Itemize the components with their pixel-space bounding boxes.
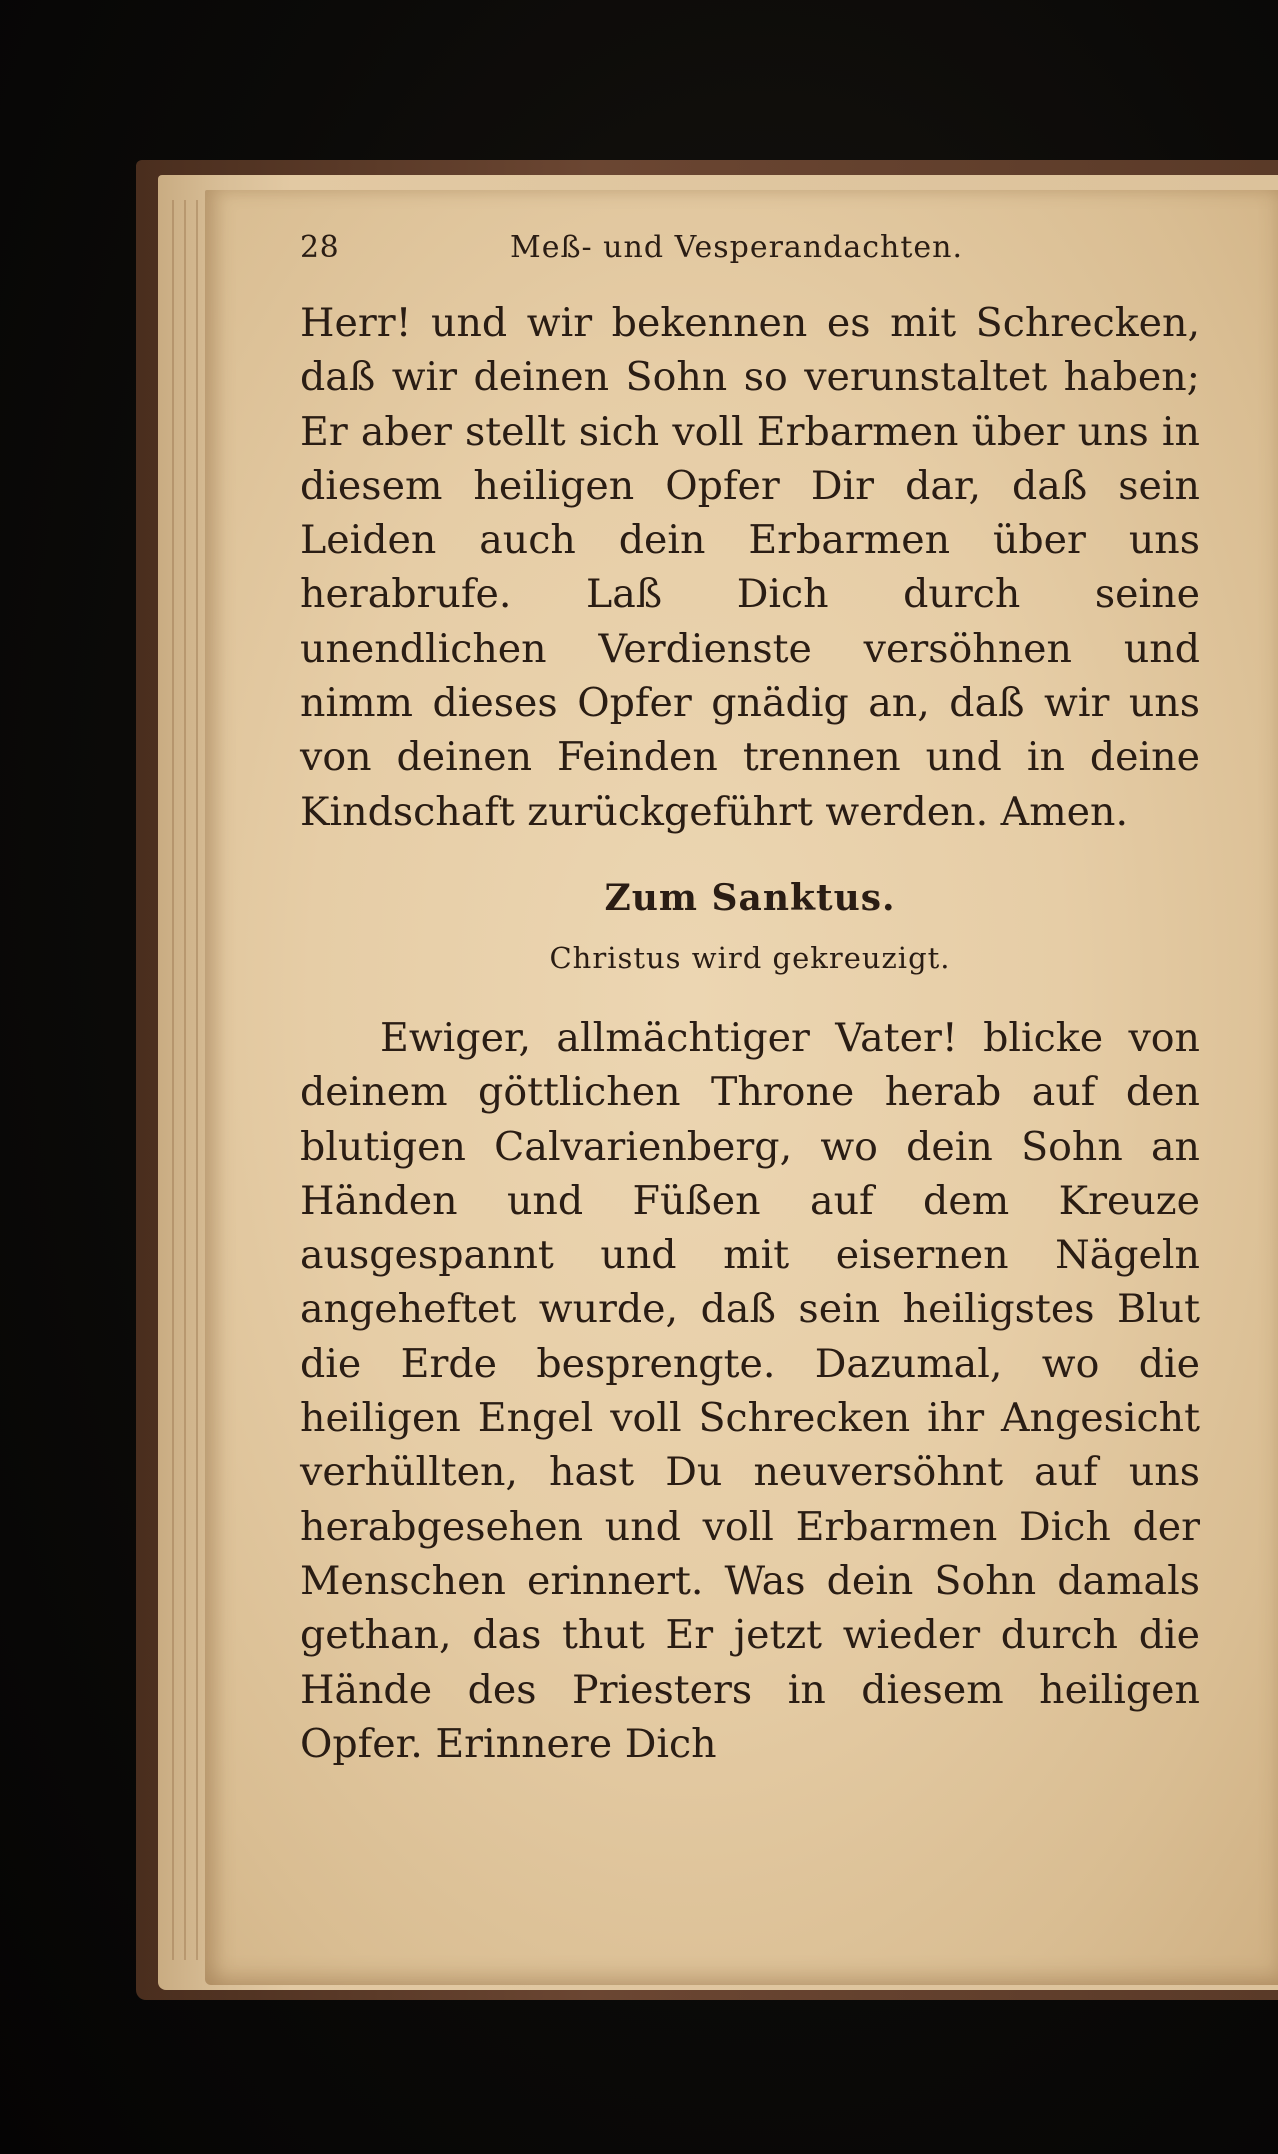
section-heading: Zum Sanktus. bbox=[604, 876, 896, 919]
page-number: 28 bbox=[300, 230, 340, 265]
paragraph: Herr! und wir bekennen es mit Schrecken, daß wir deinen Sohn so verunstaltet haben; Er aber stellt sich voll Erbarmen über uns in diesem heiligen Opfer Dir dar, daß sein Leiden auch dein Erbarmen über uns herabrufe. Laß Dich durch seine unendlichen Verdienste versöhnen und nimm dieses Opfer gnädig an, daß wir uns von deinen Feinden trennen und in deine Kindschaft zurückgeführt werden. Amen. bbox=[300, 300, 1200, 835]
section-subheading: Christus wird gekreuzigt. bbox=[549, 940, 951, 975]
page-edge-line bbox=[184, 200, 186, 1960]
running-head-title: Meß- und Vesperandachten. bbox=[510, 230, 964, 265]
page-edge-line bbox=[172, 200, 174, 1960]
page-edge-line bbox=[196, 200, 198, 1960]
paragraph: Ewiger, allmächtiger Vater! blicke von deinem göttlichen Throne herab auf den blutigen Calvarienberg, wo dein Sohn an Händen und Füßen auf dem Kreuze ausgespannt und mit eisernen Nägeln angeheftet wurde, daß sein heiligstes Blut die Erde besprengte. Dazumal, wo die heiligen Engel voll Schrecken ihr Angesicht verhüllten, hast Du neuversöhnt auf uns herabgesehen und voll Erbarmen Dich der Menschen erinnert. Was dein Sohn damals gethan, das thut Er jetzt wieder durch die Hände des Priesters in diesem heiligen Opfer. Erinnere Dich bbox=[300, 1014, 1200, 1767]
running-head bbox=[300, 230, 1200, 280]
page-content bbox=[300, 230, 1200, 1771]
